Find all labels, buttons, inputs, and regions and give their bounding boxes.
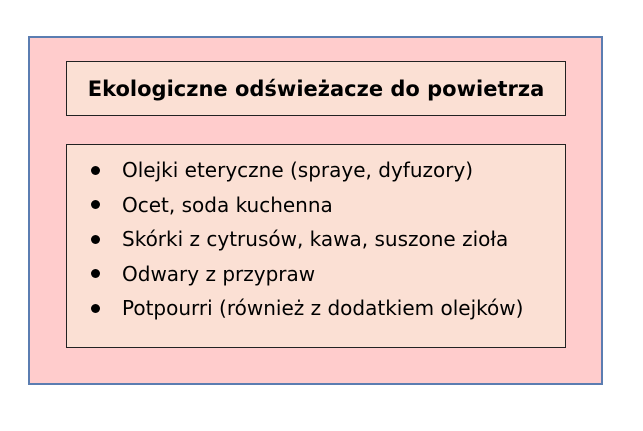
list-item-label: Olejki eteryczne (spraye, dyfuzory) [122,158,474,183]
title-box [66,61,566,116]
bullet-icon [91,235,100,244]
list-item-label: Ocet, soda kuchenna [122,192,333,217]
bullet-icon [91,269,100,278]
list-item [91,257,523,292]
bullet-icon [91,166,100,175]
list-item-label: Potpourri (również z dodatkiem olejków) [122,296,524,321]
bullet-list [91,153,523,326]
bullet-icon [91,304,100,313]
bullet-icon [91,200,100,209]
list-item [91,291,523,326]
slide-title: Ekologiczne odświeżacze do powietrza [87,76,545,101]
list-item [91,188,523,223]
list-box [66,144,566,348]
list-item-label: Odwary z przypraw [122,261,316,286]
list-item [91,153,523,188]
list-item-label: Skórki z cytrusów, kawa, suszone zioła [122,227,509,252]
list-item [91,222,523,257]
